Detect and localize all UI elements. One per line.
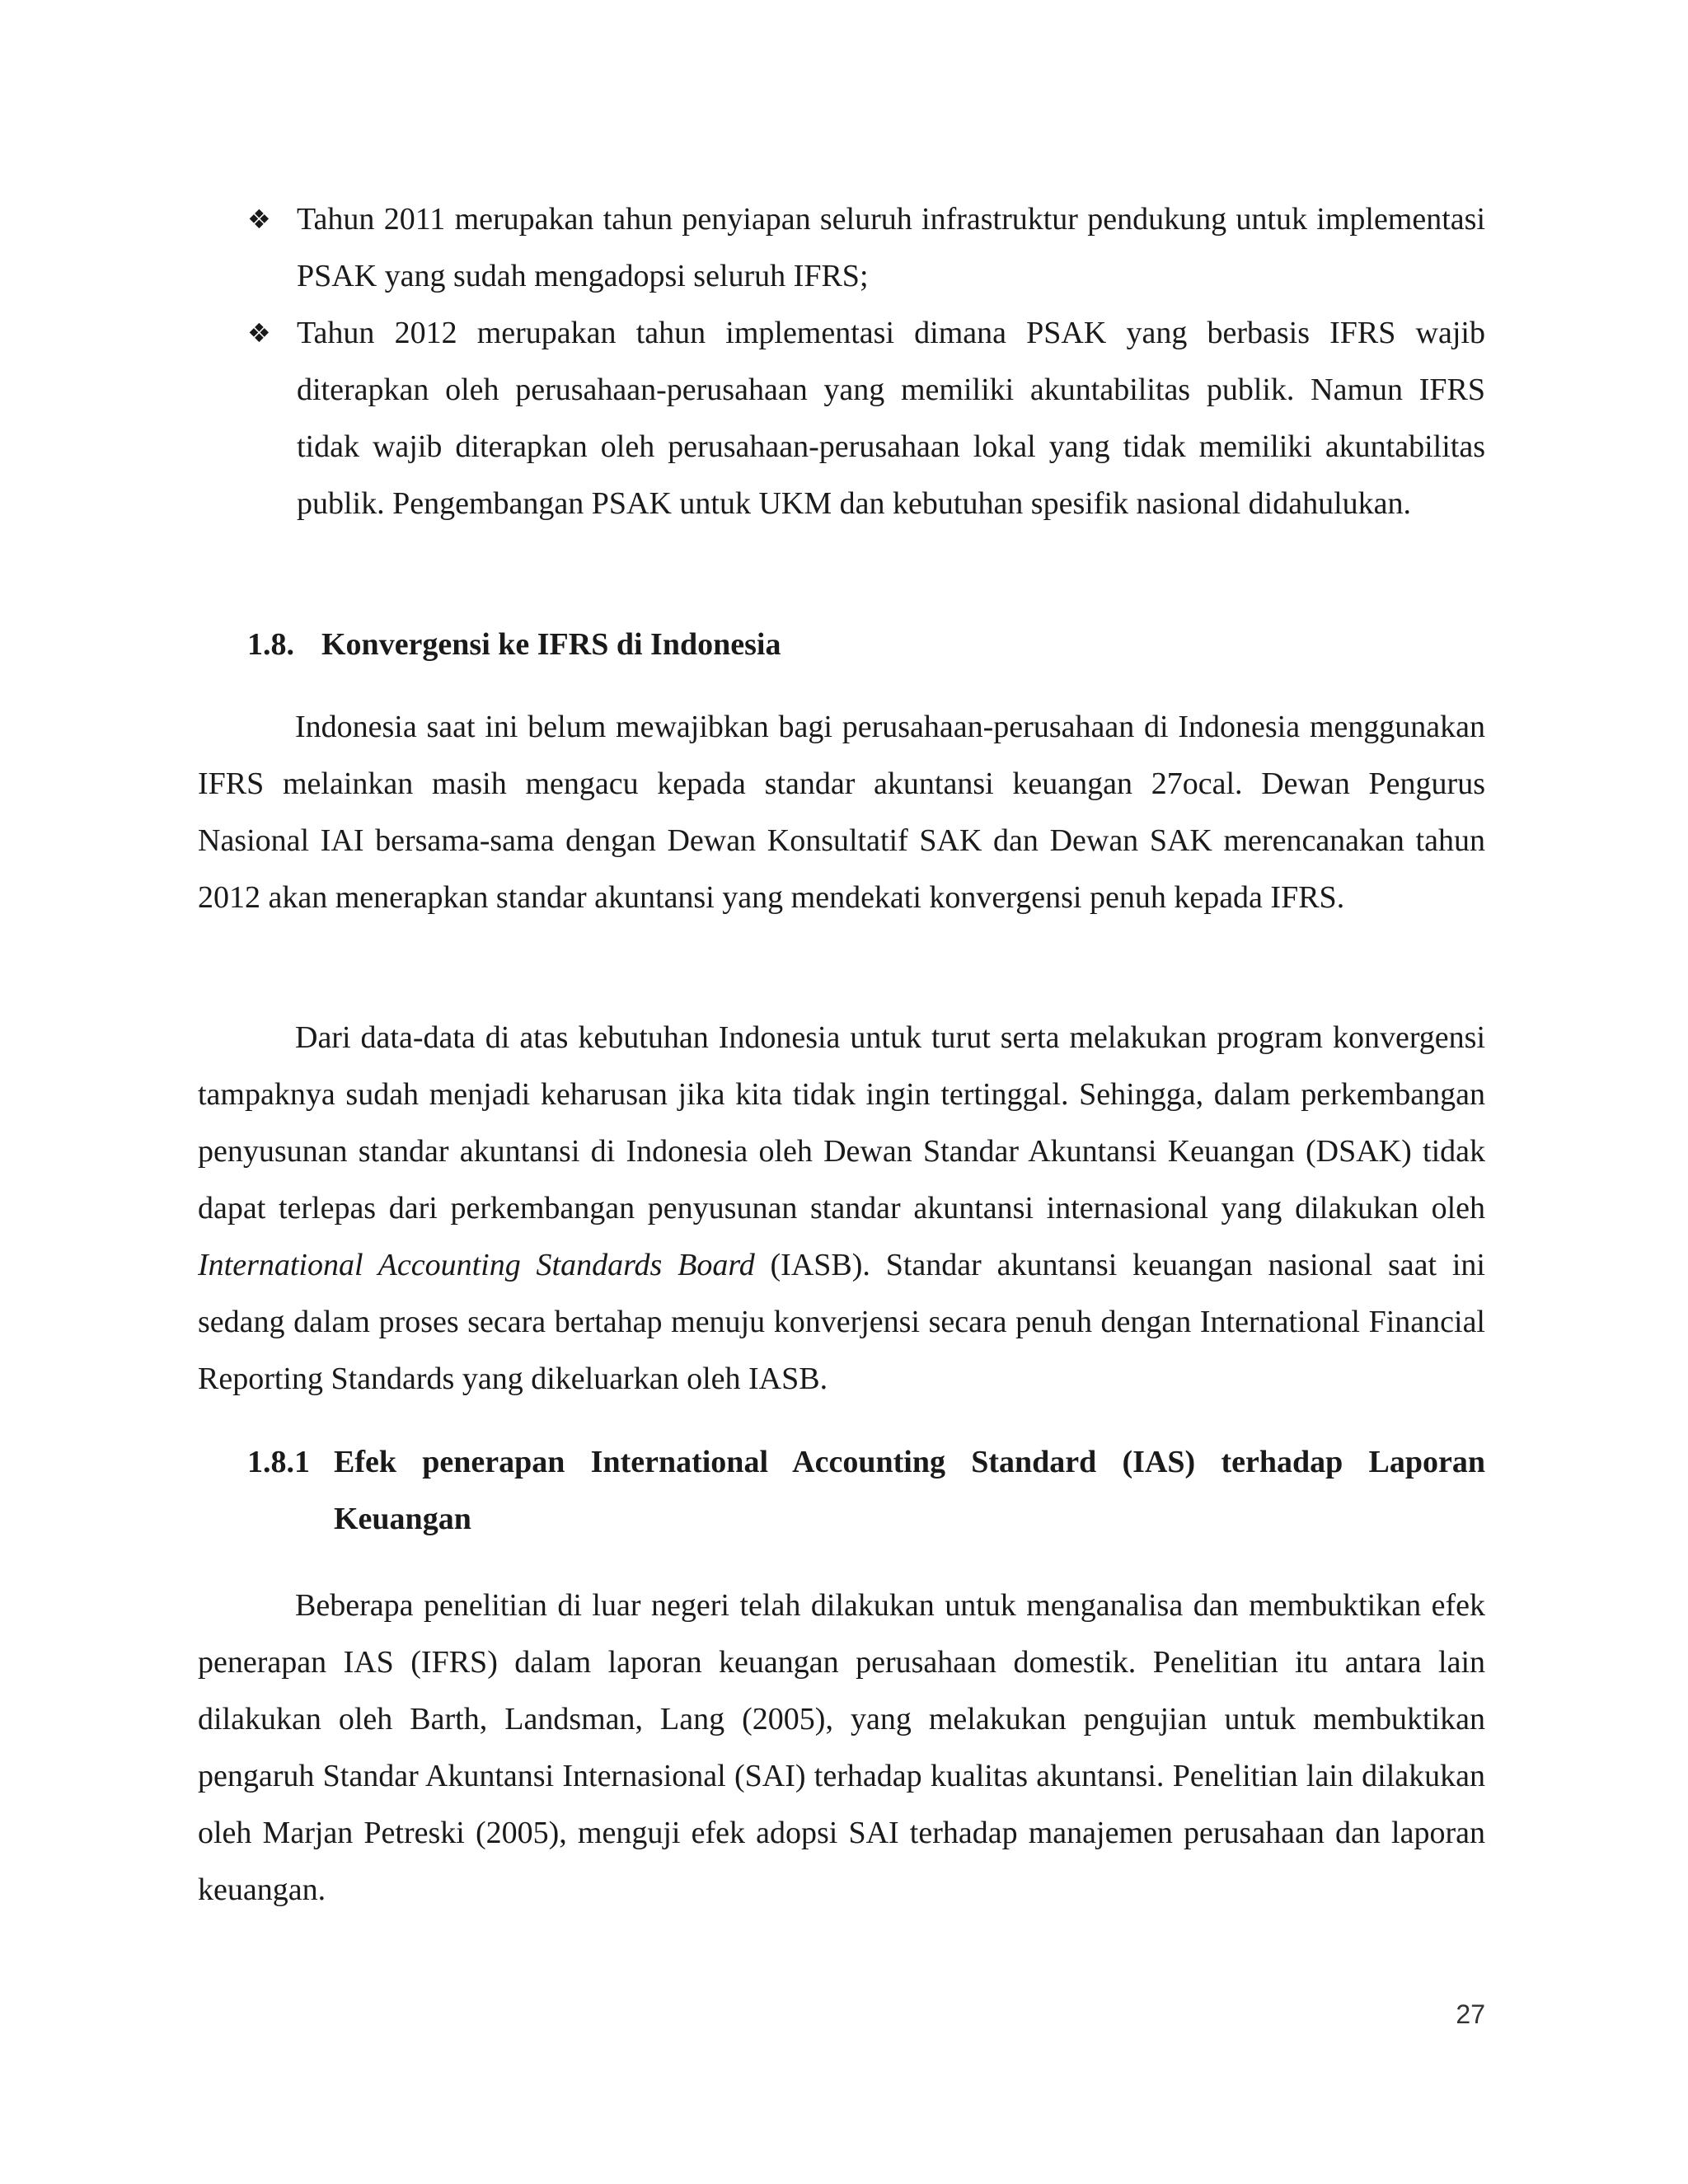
section-number: 1.8. — [247, 627, 294, 662]
page-number: 27 — [1456, 1999, 1485, 2029]
italic-term: International Accounting Standards Board — [198, 1248, 755, 1282]
section-title: Konvergensi ke IFRS di Indonesia — [321, 627, 781, 662]
paragraph: Beberapa penelitian di luar negeri telah dilakukan untuk menganalisa dan membuktikan efek penerapan IAS (IFRS) dalam laporan keuangan perusahaan domestik. Penelitian itu antara lain dilakukan oleh Barth, Landsman, Lang (2005), yang melakukan pengujian untuk membuktikan pengaruh Standar Akuntansi Internasional (SAI) terhadap kualitas akuntansi. Penelitian lain dilakukan oleh Marjan Petreski (2005), menguji efek adopsi SAI terhadap manajemen perusahaan dan laporan keuangan. — [198, 1588, 1485, 1907]
paragraph-text: Dari data-data di atas kebutuhan Indonesia untuk turut serta melakukan program konvergensi tampaknya sudah menjadi keharusan jika kita tidak ingin tertinggal. Sehingga, dalam perkembangan penyusunan standar akuntansi di Indonesia oleh Dewan Standar Akuntansi Keuangan (DSAK) tidak dapat terlepas dari perkembangan penyusunan standar akuntansi internasional yang dilakukan oleh — [198, 1020, 1485, 1226]
bullet-list — [247, 191, 1485, 532]
section-heading-1-8-1 — [247, 1434, 1485, 1548]
diamond-bullet-icon: ❖ — [247, 204, 271, 235]
list-item — [247, 191, 1485, 305]
section-title: Efek penerapan International Accounting Standard (IAS) terhadap Laporan Keuangan — [334, 1445, 1485, 1536]
list-item — [247, 305, 1485, 532]
paragraph — [198, 1010, 1485, 1408]
section-heading-1-8 — [247, 616, 1485, 673]
diamond-bullet-icon: ❖ — [247, 317, 271, 349]
paragraph-text: (IASB). Standar akuntansi keuangan nasional saat ini sedang dalam proses secara bertahap menuju konverjensi secara penuh dengan International Financial Reporting Standards yang dikeluarkan oleh IASB. — [198, 1248, 1485, 1396]
bullet-text: Tahun 2011 merupakan tahun penyiapan seluruh infrastruktur pendukung untuk implementasi PSAK yang sudah mengadopsi seluruh IFRS; — [297, 202, 1485, 293]
bullet-text: Tahun 2012 merupakan tahun implementasi dimana PSAK yang berbasis IFRS wajib diterapkan oleh perusahaan-perusahaan yang memiliki akuntabilitas publik. Namun IFRS tidak wajib diterapkan oleh perusahaan-perusahaan lokal yang tidak memiliki akuntabilitas publik. Pengembangan PSAK untuk UKM dan kebutuhan spesifik nasional didahulukan. — [297, 316, 1485, 521]
section-number: 1.8.1 — [247, 1445, 310, 1479]
paragraph: Indonesia saat ini belum mewajibkan bagi perusahaan-perusahaan di Indonesia menggunakan IFRS melainkan masih mengacu kepada standar akuntansi keuangan 27ocal. Dewan Pengurus Nasional IAI bersama-sama dengan Dewan Konsultatif SAK dan Dewan SAK merencanakan tahun 2012 akan menerapkan standar akuntansi yang mendekati konvergensi penuh kepada IFRS. — [198, 710, 1485, 915]
